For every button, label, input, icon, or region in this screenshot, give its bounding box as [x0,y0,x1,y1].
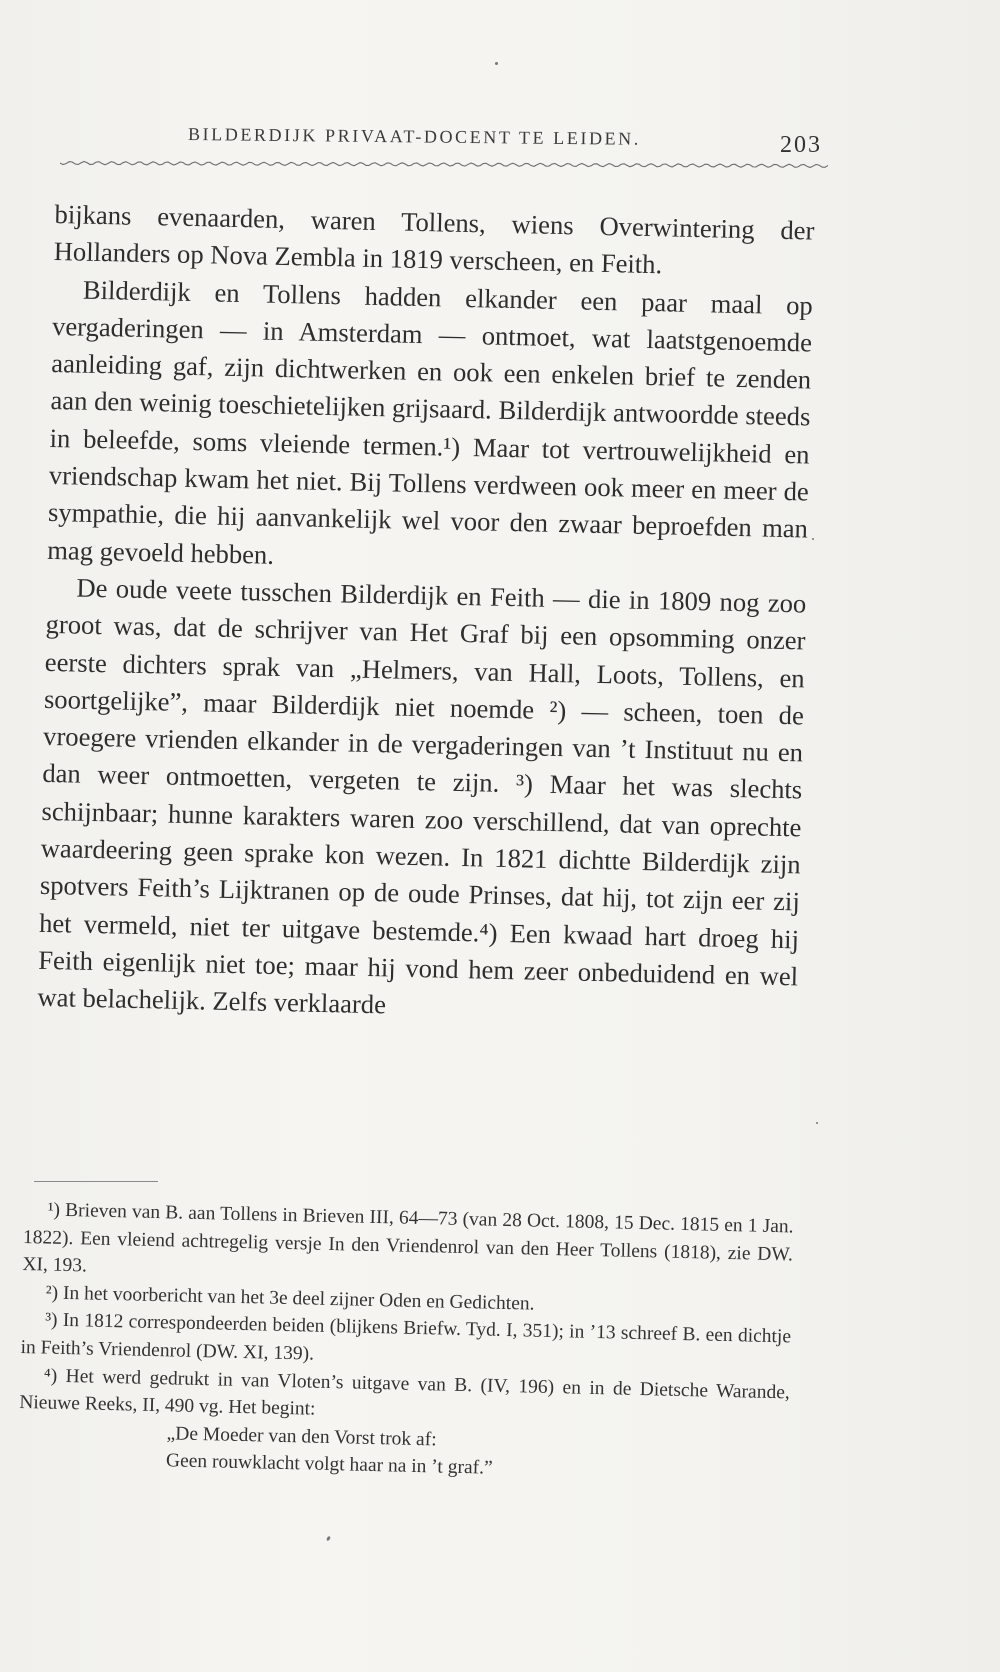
body-paragraph: bijkans evenaarden, waren Tollens, wiens Overwintering der Hollanders op Nova Zembla in 1819 verscheen, en Feith. [53,198,815,280]
running-head: BILDERDIJK PRIVAAT-DOCENT TE LEIDEN. [187,124,642,149]
page-speck [326,1536,331,1542]
body-paragraph: De oude veete tusschen Bilderdijk en Feith — die in 1809 nog zoo groot was, dat de schrijver van Het Graf bij een opsomming onzer eerste dichters sprak van „Helmers, van Hall, Loots, Tollens, en soortgelijke”, maar Bilderdijk niet noemde ²) — scheen, toen de vroegere vrienden elkander in de vergaderingen van ’t Instituut nu en dan weer ontmoetten, vergeten te zijn. ³) Maar het was slechts schijnbaar; hunne karakters waren zoo verschillend, dat van oprechte waardeering geen sprake kon wezen. In 1821 dichtte Bilderdijk zijn spotvers Feith’s Lijktranen op de oude Prinses, dat hij, tot zijn eer zij het vermeld, niet ter uitgave bestemde.⁴) Een kwaad hart droeg hij Feith eigenlijk niet toe; maar hij vond hem zeer onbeduidend en wel wat belachelijk. Zelfs verklaarde [37,572,807,1020]
footnote-verse-line: Geen rouwklacht volgt haar na in ’t graf.” [165,1450,493,1480]
page-speck [495,62,498,65]
footnote: ³) In 1812 correspondeerden beiden (blijkens Briefw. Tyd. I, 351); in ’13 schreef B. een dichtje in Feith’s Vriendenrol (DW. XI, 139). [20,1309,792,1365]
page-speck [812,538,814,540]
footnote: ⁴) Het werd gedrukt in van Vloten’s uitgave van B. (IV, 196) en in de Dietsche Warande, Nieuwe Reeks, II, 490 vg. Het begint: [19,1365,790,1420]
body-text [37,196,815,1033]
footnote: ¹) Brieven van B. aan Tollens in Brieven III, 64—73 (van 28 Oct. 1808, 15 Dec. 1815 en 1 Jan. 1822). Een vleiend achtregelig versje In den Vriendenrol van den Heer Tollens (1818), zie DW. XI, 193. [22,1199,794,1277]
footnote: ²) In het voorbericht van het 3e deel zijner Oden en Gedichten. [45,1282,535,1315]
footnote-separator [34,1181,158,1182]
page-header [60,118,830,158]
footnotes [18,1196,794,1489]
body-paragraph: Bilderdijk en Tollens hadden elkander een paar maal op vergaderingen — in Amsterdam — ontmoet, wat laatstgenoemde aanleiding gaf, zijn dichtwerken en ook een enkelen brief te zenden aan den weinig toeschietelijken grijsaard. Bilderdijk antwoordde steeds in beleefde, soms vleiende termen.¹) Maar tot vertrouwelijkheid en vriendschap kwam het niet. Bij Tollens verdween ook meer en meer de sympathie, die hij aanvankelijk wel voor den zwaar beproefden man mag gevoeld hebben. [46,274,814,570]
wavy-header-rule [60,156,830,170]
footnote-verse-line: „De Moeder van den Vorst trok af: [166,1423,437,1451]
page-number: 203 [780,132,822,158]
page-speck [816,1122,818,1124]
